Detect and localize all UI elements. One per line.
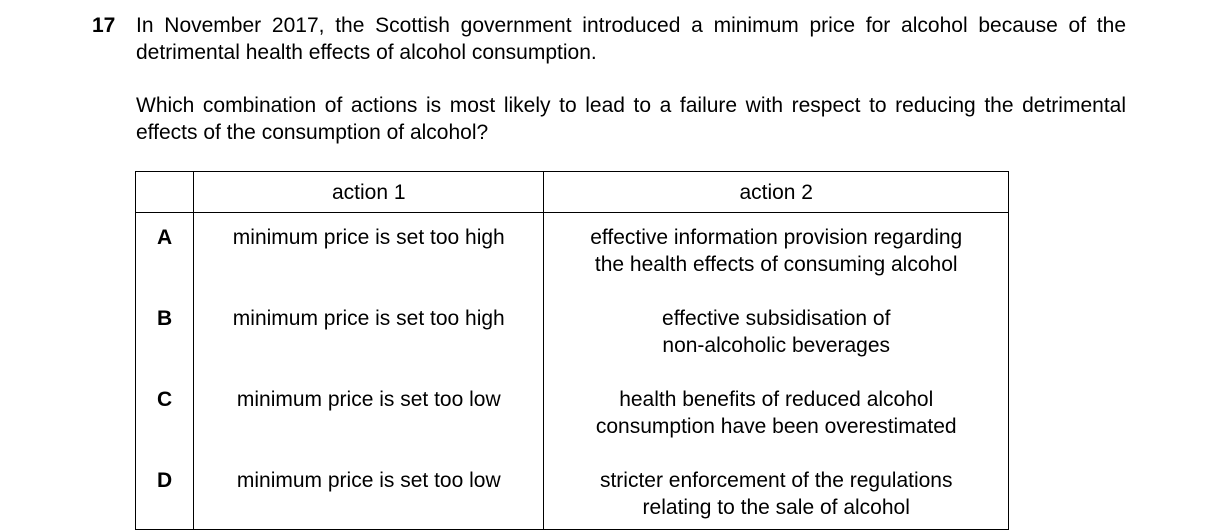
question-block (92, 12, 1132, 146)
option-action-1: minimum price is set too high (194, 213, 544, 295)
option-action-1: minimum price is set too high (194, 294, 544, 375)
question-stem: In November 2017, the Scottish government introduced a minimum price for alcohol because of the detrimental health effects of alcohol consumption. (136, 14, 1126, 64)
options-table (135, 171, 1009, 530)
option-letter: B (136, 294, 194, 375)
option-action-2-line: effective information provision regarding (590, 226, 963, 249)
option-action-1: minimum price is set too low (194, 375, 544, 456)
option-action-2-line: consumption have been overestimated (595, 415, 957, 438)
header-action-2: action 2 (544, 172, 1009, 213)
option-action-2 (544, 456, 1009, 530)
option-letter: D (136, 456, 194, 530)
question-prompt: Which combination of actions is most likely to lead to a failure with respect to reducing the detrimental effects of the consumption of alcohol? (136, 94, 1126, 144)
option-letter: C (136, 375, 194, 456)
header-action-1: action 1 (194, 172, 544, 213)
option-row-b (136, 294, 1009, 375)
option-action-2 (544, 294, 1009, 375)
option-action-2 (544, 375, 1009, 456)
header-letter (136, 172, 194, 213)
question-number: 17 (92, 14, 116, 37)
option-action-2-line: the health effects of consuming alcohol (594, 253, 958, 276)
option-row-a (136, 213, 1009, 295)
option-action-2-line: health benefits of reduced alcohol (619, 388, 934, 411)
option-action-2 (544, 213, 1009, 295)
option-action-1: minimum price is set too low (194, 456, 544, 530)
option-action-2-line: stricter enforcement of the regulations (599, 469, 953, 492)
option-action-2-line: relating to the sale of alcohol (642, 496, 910, 519)
question-body (136, 12, 1126, 146)
table-header-row (136, 172, 1009, 213)
option-row-c (136, 375, 1009, 456)
option-letter: A (136, 213, 194, 295)
option-action-2-line: effective subsidisation of (662, 307, 891, 330)
option-row-d (136, 456, 1009, 530)
option-action-2-line: non-alcoholic beverages (662, 334, 891, 357)
